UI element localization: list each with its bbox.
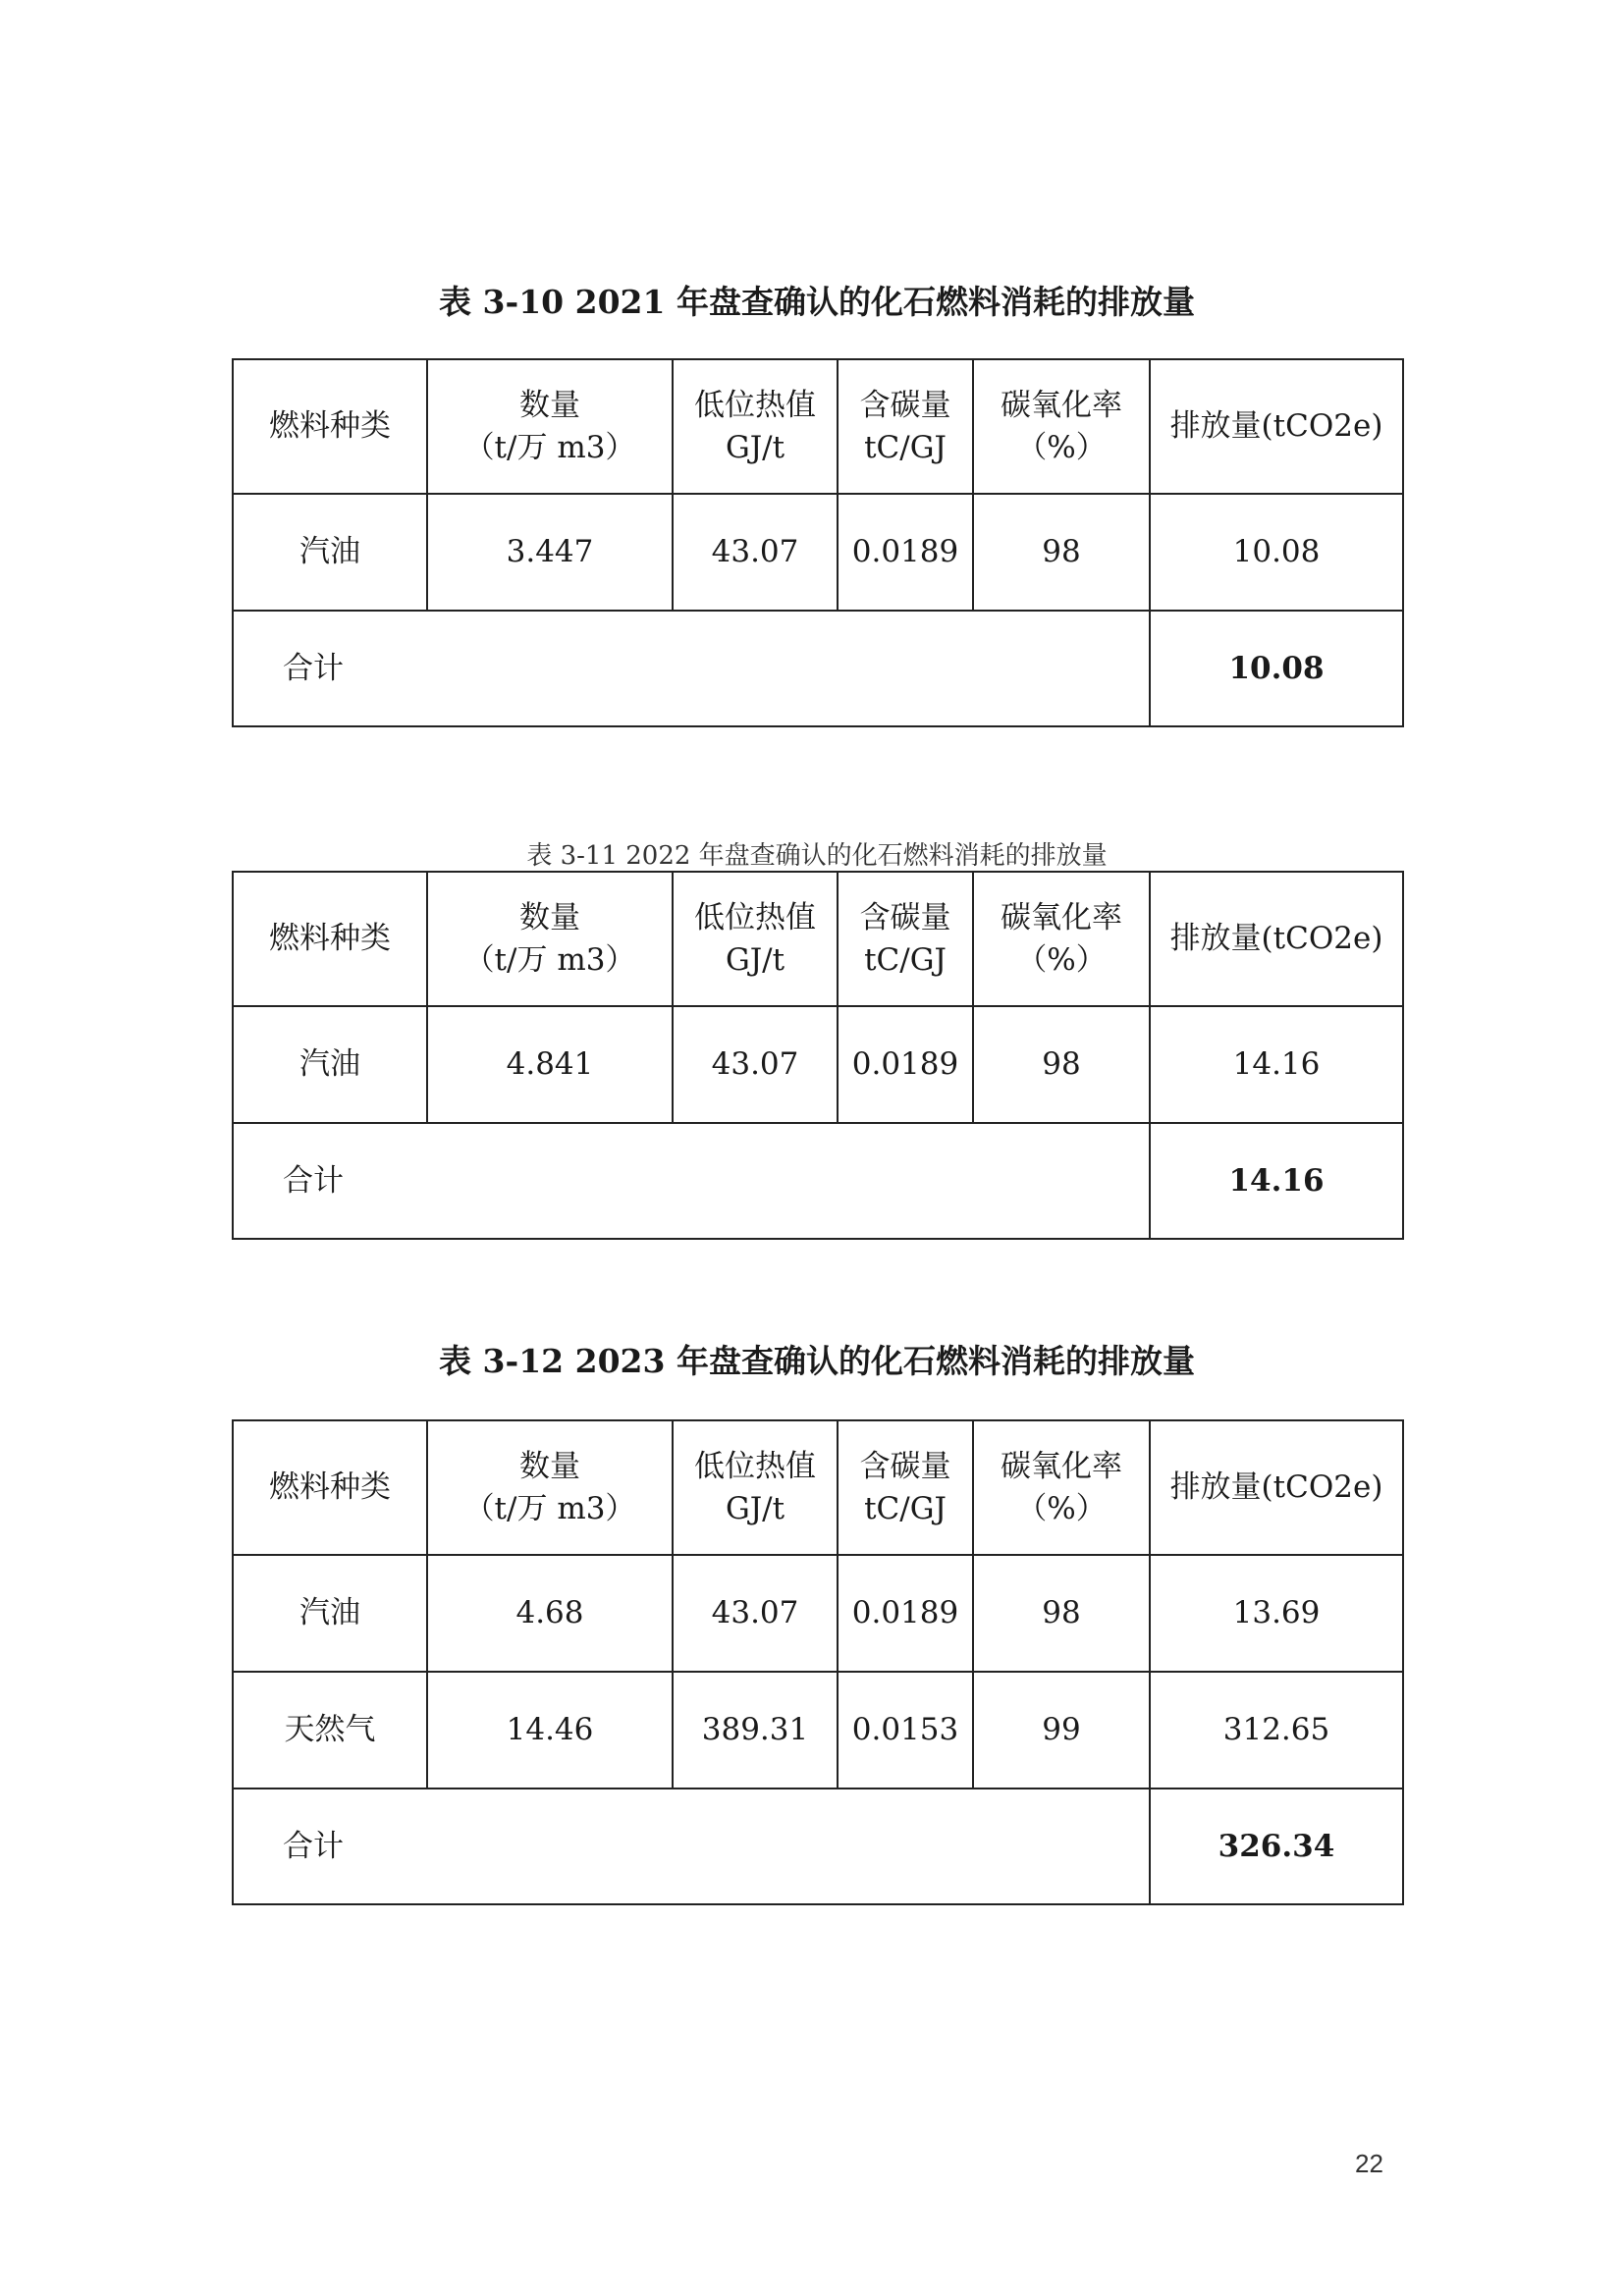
cell-ncv: 43.07 <box>673 1555 838 1672</box>
cell-quantity: 4.68 <box>427 1555 673 1672</box>
emission-table-2021 <box>232 358 1404 727</box>
total-value: 10.08 <box>1150 611 1403 726</box>
total-value: 14.16 <box>1150 1123 1403 1239</box>
cell-fuel: 汽油 <box>233 1555 427 1672</box>
emission-table-2022 <box>232 871 1404 1240</box>
cell-carbon-content: 0.0153 <box>838 1672 973 1789</box>
header-emissions: 排放量(tCO2e) <box>1150 359 1403 494</box>
cell-oxidation-rate: 98 <box>973 1006 1150 1123</box>
header-quantity: 数量 （t/万 m3） <box>427 872 673 1006</box>
table-row <box>233 494 1403 611</box>
cell-ncv: 43.07 <box>673 494 838 611</box>
total-label: 合计 <box>233 1123 1150 1239</box>
cell-carbon-content: 0.0189 <box>838 1006 973 1123</box>
cell-ncv: 43.07 <box>673 1006 838 1123</box>
total-label: 合计 <box>233 611 1150 726</box>
header-fuel-type: 燃料种类 <box>233 1420 427 1555</box>
header-fuel-type: 燃料种类 <box>233 872 427 1006</box>
cell-ncv: 389.31 <box>673 1672 838 1789</box>
cell-fuel: 天然气 <box>233 1672 427 1789</box>
header-carbon-content: 含碳量 tC/GJ <box>838 872 973 1006</box>
cell-fuel: 汽油 <box>233 1006 427 1123</box>
table-row <box>233 1555 1403 1672</box>
table-row <box>233 1006 1403 1123</box>
cell-quantity: 14.46 <box>427 1672 673 1789</box>
table-header-row <box>233 1420 1403 1555</box>
header-quantity: 数量 （t/万 m3） <box>427 1420 673 1555</box>
total-value: 326.34 <box>1150 1789 1403 1904</box>
table-caption: 表 3-10 2021 年盘查确认的化石燃料消耗的排放量 <box>439 283 1195 321</box>
emission-table-2023 <box>232 1419 1404 1905</box>
cell-emissions: 10.08 <box>1150 494 1403 611</box>
total-label: 合计 <box>233 1789 1150 1904</box>
cell-carbon-content: 0.0189 <box>838 1555 973 1672</box>
cell-oxidation-rate: 98 <box>973 1555 1150 1672</box>
header-fuel-type: 燃料种类 <box>233 359 427 494</box>
cell-emissions: 14.16 <box>1150 1006 1403 1123</box>
header-carbon-content: 含碳量 tC/GJ <box>838 1420 973 1555</box>
header-emissions: 排放量(tCO2e) <box>1150 1420 1403 1555</box>
cell-oxidation-rate: 98 <box>973 494 1150 611</box>
header-oxidation-rate: 碳氧化率 （%） <box>973 1420 1150 1555</box>
table-caption: 表 3-11 2022 年盘查确认的化石燃料消耗的排放量 <box>526 841 1108 871</box>
total-row <box>233 1123 1403 1239</box>
cell-carbon-content: 0.0189 <box>838 494 973 611</box>
cell-emissions: 312.65 <box>1150 1672 1403 1789</box>
header-net-calorific-value: 低位热值 GJ/t <box>673 1420 838 1555</box>
table-row <box>233 1672 1403 1789</box>
table-header-row <box>233 872 1403 1006</box>
header-quantity: 数量 （t/万 m3） <box>427 359 673 494</box>
cell-fuel: 汽油 <box>233 494 427 611</box>
cell-emissions: 13.69 <box>1150 1555 1403 1672</box>
header-net-calorific-value: 低位热值 GJ/t <box>673 872 838 1006</box>
header-emissions: 排放量(tCO2e) <box>1150 872 1403 1006</box>
cell-oxidation-rate: 99 <box>973 1672 1150 1789</box>
table-caption: 表 3-12 2023 年盘查确认的化石燃料消耗的排放量 <box>439 1342 1195 1380</box>
header-oxidation-rate: 碳氧化率 （%） <box>973 359 1150 494</box>
total-row <box>233 1789 1403 1904</box>
header-net-calorific-value: 低位热值 GJ/t <box>673 359 838 494</box>
cell-quantity: 4.841 <box>427 1006 673 1123</box>
page-number: 22 <box>1355 2149 1383 2178</box>
table-header-row <box>233 359 1403 494</box>
header-oxidation-rate: 碳氧化率 （%） <box>973 872 1150 1006</box>
total-row <box>233 611 1403 726</box>
header-carbon-content: 含碳量 tC/GJ <box>838 359 973 494</box>
cell-quantity: 3.447 <box>427 494 673 611</box>
